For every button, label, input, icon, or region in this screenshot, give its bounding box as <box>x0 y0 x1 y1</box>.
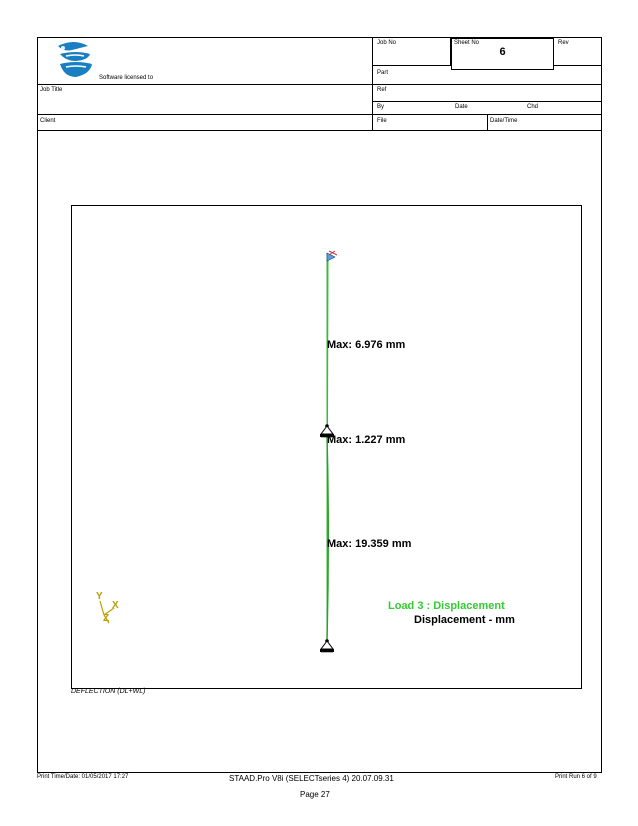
header-row-line <box>372 101 601 102</box>
date-label: Date <box>455 104 468 110</box>
chd-label: Chd <box>527 104 539 110</box>
print-time-date: Print Time/Date: 01/05/2017 17:27 <box>37 774 129 780</box>
header-row-line <box>37 130 601 131</box>
client-label: Client <box>40 118 56 124</box>
by-label: By <box>377 104 385 110</box>
print-run: Print Run 6 of 9 <box>555 774 597 780</box>
axis-y-label: Y <box>96 591 103 602</box>
axis-x-label: X <box>112 600 119 611</box>
pinned-support-icon <box>320 639 334 652</box>
datetime-label: Date/Time <box>490 118 518 124</box>
load-subtitle: Displacement - mm <box>414 614 515 626</box>
top-node-icon <box>327 251 337 261</box>
header-row-line <box>37 84 601 85</box>
diagram-caption: DEFLECTION (DL+WL) <box>71 688 146 695</box>
job-title-label: Job Title <box>40 87 63 93</box>
ref-label: Ref <box>377 87 387 93</box>
header-block <box>37 37 601 131</box>
bentley-logo <box>54 40 98 80</box>
header-row-line <box>37 114 601 115</box>
rev-label: Rev <box>558 40 569 46</box>
job-no-label: Job No <box>377 40 397 46</box>
sheet-no-label: Sheet No <box>454 40 480 46</box>
file-label: File <box>377 118 387 124</box>
page-number: Page 27 <box>300 790 330 799</box>
sheet-no-value: 6 <box>499 46 506 58</box>
load-title: Load 3 : Displacement <box>388 600 505 612</box>
max-displacement-label: Max: 1.227 mm <box>327 434 406 446</box>
part-label: Part <box>377 70 389 76</box>
header-col-line <box>372 37 373 131</box>
header-col-line <box>487 114 488 131</box>
software-licensed-label: Software licensed to <box>99 75 154 81</box>
max-displacement-label: Max: 6.976 mm <box>327 339 406 351</box>
max-displacement-label: Max: 19.359 mm <box>327 538 412 550</box>
software-version: STAAD.Pro V8i (SELECTseries 4) 20.07.09.31 <box>229 774 394 783</box>
axis-z-label: Z <box>103 613 110 624</box>
